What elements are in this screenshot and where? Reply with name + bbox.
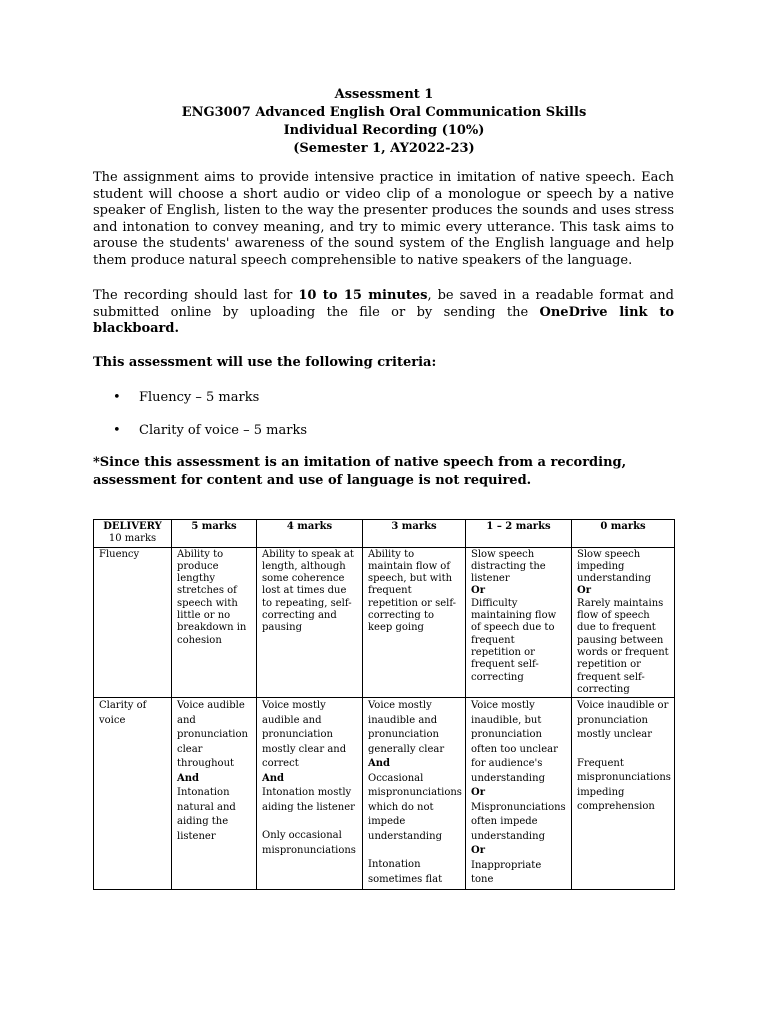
rubric-table: [93, 519, 675, 890]
row-label-fluency: Fluency: [94, 547, 172, 698]
bullet-icon: •: [113, 423, 121, 438]
fluency-1-2-marks: Slow speech distracting the listener Or Difficulty maintaining flow of speech due to frequent repetition or frequent self-correcting: [466, 547, 572, 698]
header-4-marks: 4 marks: [257, 520, 363, 548]
clarity-5-marks: Voice audible and pronunciation clear throughout And Intonation natural and aiding the listener: [172, 698, 257, 890]
criteria-item-clarity: [113, 423, 307, 438]
recording-text-pre: The recording should last for: [93, 288, 299, 303]
clarity-0-marks: Voice inaudible or pronunciation mostly unclear Frequent mispronunciations impeding comprehension: [572, 698, 675, 890]
clarity-3-marks: Voice mostly inaudible and pronunciation generally clear And Occasional mispronunciations which do not impede understanding Intonation sometimes flat: [363, 698, 466, 890]
fluency-0-marks: Slow speech impeding understanding Or Rarely maintains flow of speech due to frequent pausing between words or frequent repetition or frequent self-correcting: [572, 547, 675, 698]
bullet-icon: •: [113, 390, 121, 405]
recording-duration: 10 to 15 minutes: [298, 288, 428, 303]
semester-label: (Semester 1, AY2022-23): [293, 141, 475, 156]
clarity-1-2-marks: Voice mostly inaudible, but pronunciation often too unclear for audience's understanding Or Mispronunciations often impede understanding Or Inappropriate tone: [466, 698, 572, 890]
assessment-title: Assessment 1: [334, 87, 434, 102]
document-header: [0, 86, 768, 158]
clarity-4-marks: Voice mostly audible and pronunciation mostly clear and correct And Intonation mostly aiding the listener Only occasional mispronunciations: [257, 698, 363, 890]
header-delivery-sub: 10 marks: [108, 533, 157, 545]
fluency-3-marks: Ability to maintain flow of speech, but with frequent repetition or self-correcting to keep going: [363, 547, 466, 698]
criteria-item-fluency: [113, 390, 259, 405]
intro-paragraph: The assignment aims to provide intensive practice in imitation of native speech. Each student will choose a short audio or video clip of a monologue or speech by a native speaker of English, listen to the way the presenter produces the sounds and uses stress and intonation to convey meaning, and try to mimic every utterance. This task aims to arouse the students' awareness of the sound system of the English language and help them produce natural speech comprehensible to native speakers of the language.: [93, 170, 674, 268]
row-label-clarity: Clarity of voice: [94, 698, 172, 890]
criteria-item-label: Fluency – 5 marks: [139, 390, 260, 405]
rubric-header-row: [94, 520, 675, 548]
header-0-marks: 0 marks: [572, 520, 675, 548]
recording-text-mid: , be saved in a readable format and submitted online by uploading the file or by sending the: [93, 288, 674, 320]
header-3-marks: 3 marks: [363, 520, 466, 548]
task-title: Individual Recording (10%): [283, 123, 485, 138]
header-delivery: DELIVERY 10 marks: [94, 520, 172, 548]
header-1-2-marks: 1 – 2 marks: [466, 520, 572, 548]
criteria-heading: This assessment will use the following criteria:: [93, 355, 437, 370]
recording-link-text: OneDrive link to blackboard.: [93, 304, 674, 337]
fluency-5-marks: Ability to produce lengthy stretches of speech with little or no breakdown in cohesion: [172, 547, 257, 698]
rubric-row-clarity: [94, 698, 675, 890]
criteria-item-label: Clarity of voice – 5 marks: [139, 423, 308, 438]
header-5-marks: 5 marks: [172, 520, 257, 548]
recording-paragraph: [93, 288, 674, 338]
assessment-note: *Since this assessment is an imitation of native speech from a recording, assessment for content and use of language is not required.: [93, 455, 627, 488]
fluency-4-marks: Ability to speak at length, although some coherence lost at times due to repeating, self-correcting and pausing: [257, 547, 363, 698]
rubric-row-fluency: [94, 547, 675, 698]
course-title: ENG3007 Advanced English Oral Communication Skills: [181, 105, 587, 120]
